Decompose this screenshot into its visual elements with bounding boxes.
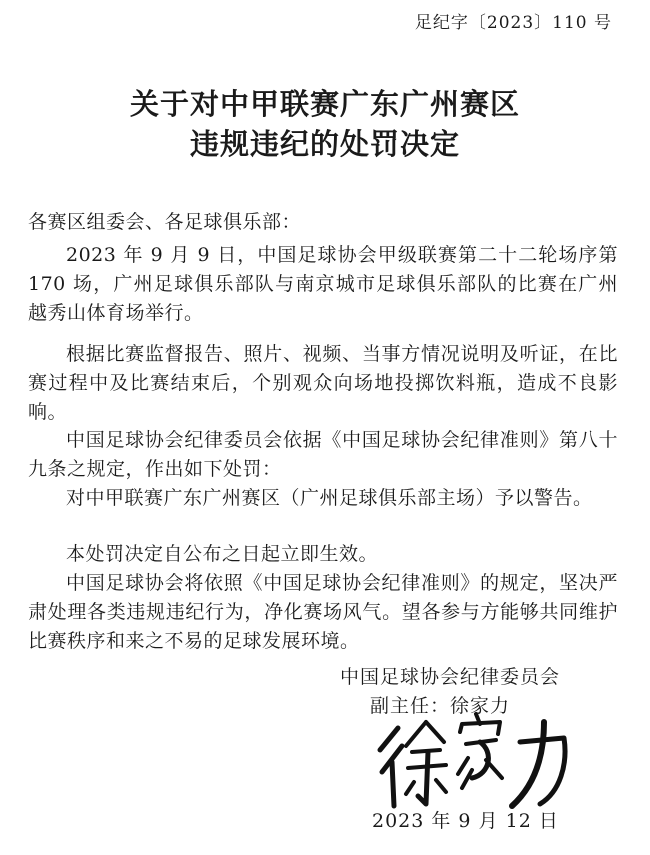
salutation: 各赛区组委会、各足球俱乐部：	[28, 211, 302, 233]
signer-title-name: 副主任：徐家力	[370, 695, 511, 717]
paragraph-match-info: 2023 年 9 月 9 日，中国足球协会甲级联赛第二十二轮场序第 170 场，广州足球俱乐部队与南京城市足球俱乐部队的比赛在广州越秀山体育场举行。	[28, 244, 618, 324]
paragraph-basis: 中国足球协会纪律委员会依据《中国足球协会纪律准则》第八十九条之规定，作出如下处罚：	[28, 429, 618, 480]
paragraph-penalty: 对中甲联赛广东广州赛区（广州足球俱乐部主场）予以警告。	[66, 487, 593, 509]
paragraph-statement: 中国足球协会将依照《中国足球协会纪律准则》的规定，坚决严肃处理各类违规违纪行为，净化赛场风气。望各参与方能够共同维护比赛秩序和来之不易的足球发展环境。	[28, 572, 618, 652]
paragraph-effective: 本处罚决定自公布之日起立即生效。	[66, 543, 379, 565]
document-title-line-1: 关于对中甲联赛广东广州赛区	[129, 87, 520, 121]
document-title-line-2: 违规违纪的处罚决定	[189, 127, 460, 161]
paragraph-findings: 根据比赛监督报告、照片、视频、当事方情况说明及听证，在比赛过程中及比赛结束后，个别观众向场地投掷饮料瓶，造成不良影响。	[28, 343, 618, 423]
signing-organization: 中国足球协会纪律委员会	[340, 666, 561, 688]
document-number: 足纪字〔2023〕110 号	[414, 13, 612, 33]
issue-date: 2023 年 9 月 12 日	[372, 810, 559, 832]
